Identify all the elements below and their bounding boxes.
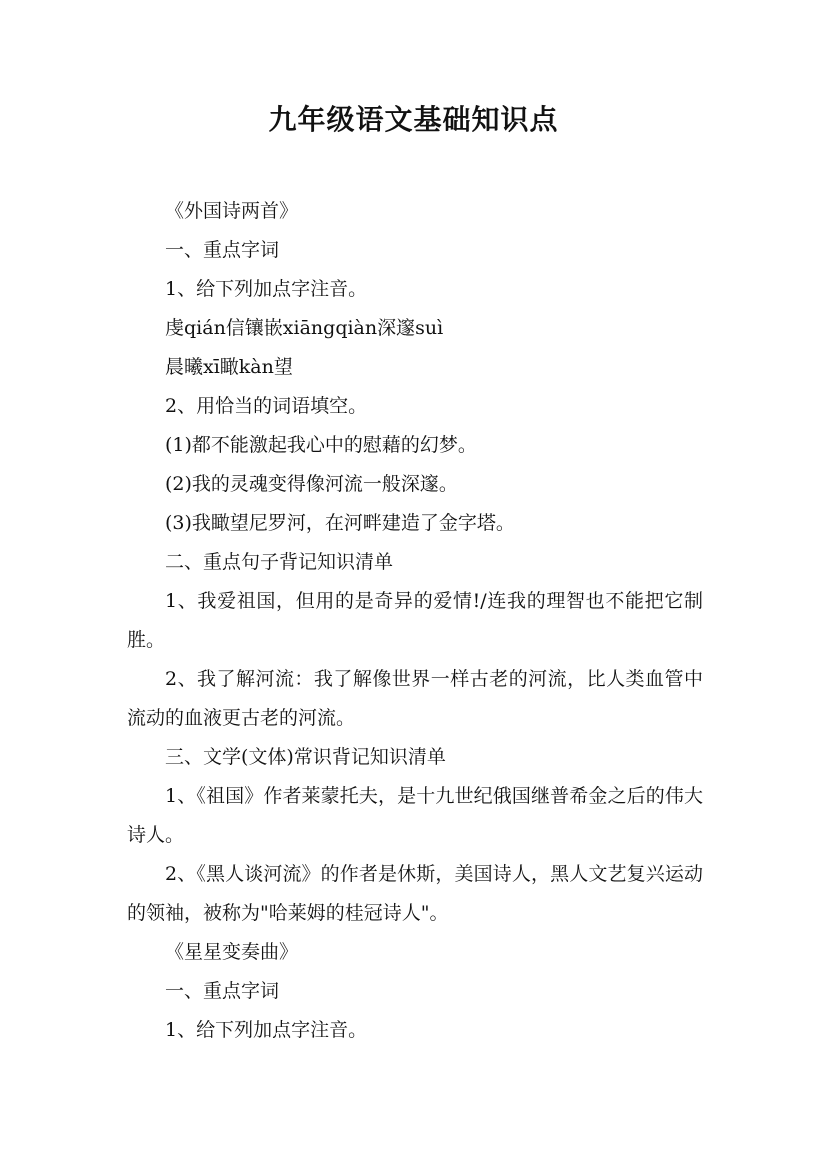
paragraph: 1、给下列加点字注音。 [165, 1019, 368, 1041]
paragraph: (2)我的灵魂变得像河流一般深邃。 [165, 473, 458, 495]
paragraph-subheading: 一、重点字词 [165, 980, 280, 1002]
paragraph-section-heading: 《外国诗两首》 [165, 200, 299, 222]
paragraph-subheading: 一、重点字词 [165, 239, 280, 261]
paragraph: (3)我瞰望尼罗河，在河畔建造了金字塔。 [165, 512, 515, 534]
paragraph-section-heading: 《星星变奏曲》 [165, 941, 299, 963]
paragraph: 1、《祖国》作者莱蒙托夫，是十九世纪俄国继普希金之后的伟大诗人。 [127, 785, 703, 846]
paragraph-subheading: 二、重点句子背记知识清单 [165, 551, 394, 573]
document-body [127, 192, 703, 1050]
paragraph-subheading: 三、文学(文体)常识背记知识清单 [165, 746, 446, 768]
paragraph: (1)都不能激起我心中的慰藉的幻梦。 [165, 434, 477, 456]
paragraph: 1、给下列加点字注音。 [165, 278, 368, 300]
paragraph-pinyin: 晨曦xī瞰kàn望 [165, 356, 293, 378]
paragraph: 2、《黑人谈河流》的作者是休斯，美国诗人，黑人文艺复兴运动的领袖，被称为"哈莱姆的桂冠诗人"。 [127, 863, 703, 924]
paragraph: 1、我爱祖国，但用的是奇异的爱情!/连我的理智也不能把它制胜。 [127, 590, 703, 651]
document-title: 九年级语文基础知识点 [268, 103, 559, 136]
paragraph-pinyin: 虔qián信镶嵌xiāngqiàn深邃suì [165, 317, 444, 339]
paragraph: 2、用恰当的词语填空。 [165, 395, 368, 417]
paragraph: 2、我了解河流：我了解像世界一样古老的河流，比人类血管中流动的血液更古老的河流。 [127, 668, 703, 729]
